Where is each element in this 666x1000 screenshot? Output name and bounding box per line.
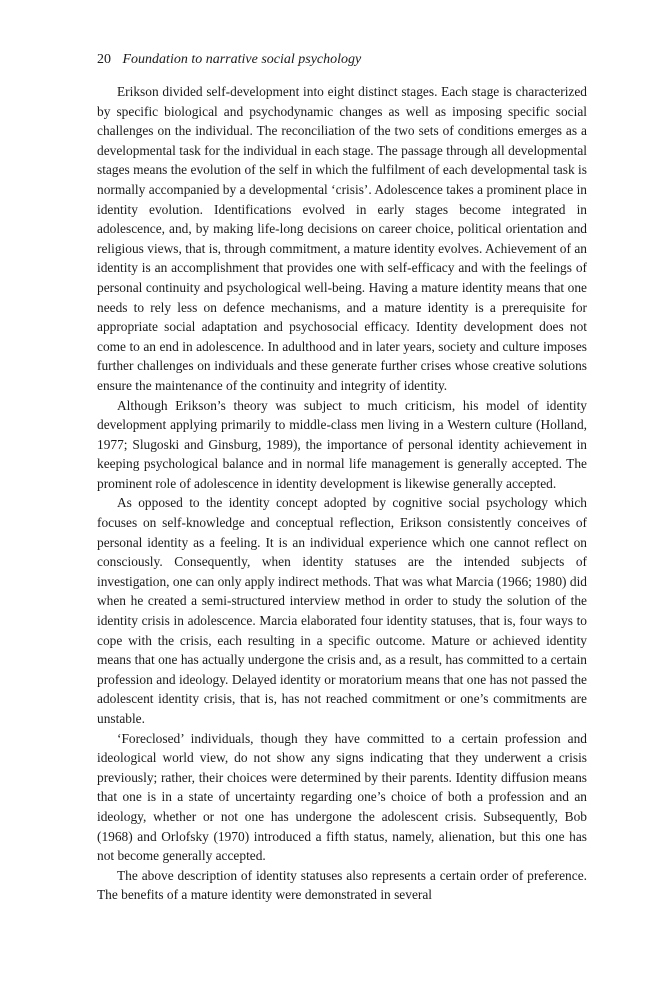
body-text — [97, 82, 587, 905]
book-page — [97, 50, 587, 905]
page-number: 20 — [97, 52, 111, 67]
running-head — [97, 50, 587, 70]
paragraph-1: Erikson divided self-development into eight distinct stages. Each stage is characterized by specific biological and psychodynamic changes as well as imposing specific social challenges on the individual. The reconciliation of the two sets of conditions emerges as a developmental task for the individual in each stage. The passage through all developmental stages means the evolution of the self in which the fulfilment of each developmental task is normally accompanied by a developmental ‘crisis’. Adolescence takes a prominent place in identity evolution. Identifications evolved in early stages become integrated in adolescence, and, by making life-long decisions on career choice, political orientation and religious views, that is, through commitment, a mature identity evolves. Achievement of an identity is an accomplishment that provides one with self-efficacy and with the feelings of personal continuity and psychological well-being. Having a mature identity means that one needs to rely less on defence mechanisms, and a mature identity is a prerequisite for appropriate social adaptation and psychosocial efficacy. Identity development does not come to an end in adolescence. In adulthood and in later years, society and culture imposes further challenges on individuals and these generate further crises whose creative solutions ensure the maintenance of the continuity and integrity of identity. — [97, 84, 587, 393]
paragraph-3: As opposed to the identity concept adopted by cognitive social psychology which focuses on self-knowledge and conceptual reflection, Erikson consistently conceives of personal identity as a feeling. It is an individual experience which one cannot reflect on consciously. Consequently, when identity statuses are the intended subjects of investigation, one can only apply indirect methods. That was what Marcia (1966; 1980) did when he created a semi-structured interview method in order to study the solution of the identity crisis in adolescence. Marcia elaborated four identity statuses, that is, four ways to cope with the crisis, each resulting in a specific outcome. Mature or achieved identity means that one has actually undergone the crisis and, as a result, has committed to a certain profession and ideology. Delayed identity or moratorium means that one has not passed the adolescent identity crisis, that is, has not reached commitment or one’s commitments are unstable. — [97, 495, 587, 726]
paragraph-4: ‘Foreclosed’ individuals, though they have committed to a certain profession and ideological world view, do not show any signs indicating that they underwent a crisis previously; rather, their choices were determined by their parents. Identity diffusion means that one is in a state of uncertainty regarding one’s choice of both a profession and an ideology, whether or not one has undergone the adolescent crisis. Subsequently, Bob (1968) and Orlofsky (1970) introduced a fifth status, namely, alienation, but this one has not become generally accepted. — [97, 730, 587, 864]
running-title: Foundation to narrative social psychology — [122, 52, 362, 67]
paragraph-2: Although Erikson’s theory was subject to much criticism, his model of identity development applying primarily to middle-class men living in a Western culture (Holland, 1977; Slugoski and Ginsburg, 1989), the importance of personal identity achievement in keeping psychological balance and in normal life management is generally accepted. The prominent role of adolescence in identity development is likewise generally accepted. — [97, 397, 587, 491]
paragraph-5: The above description of identity statuses also represents a certain order of preference. The benefits of a mature identity were demonstrated in several — [97, 867, 587, 903]
